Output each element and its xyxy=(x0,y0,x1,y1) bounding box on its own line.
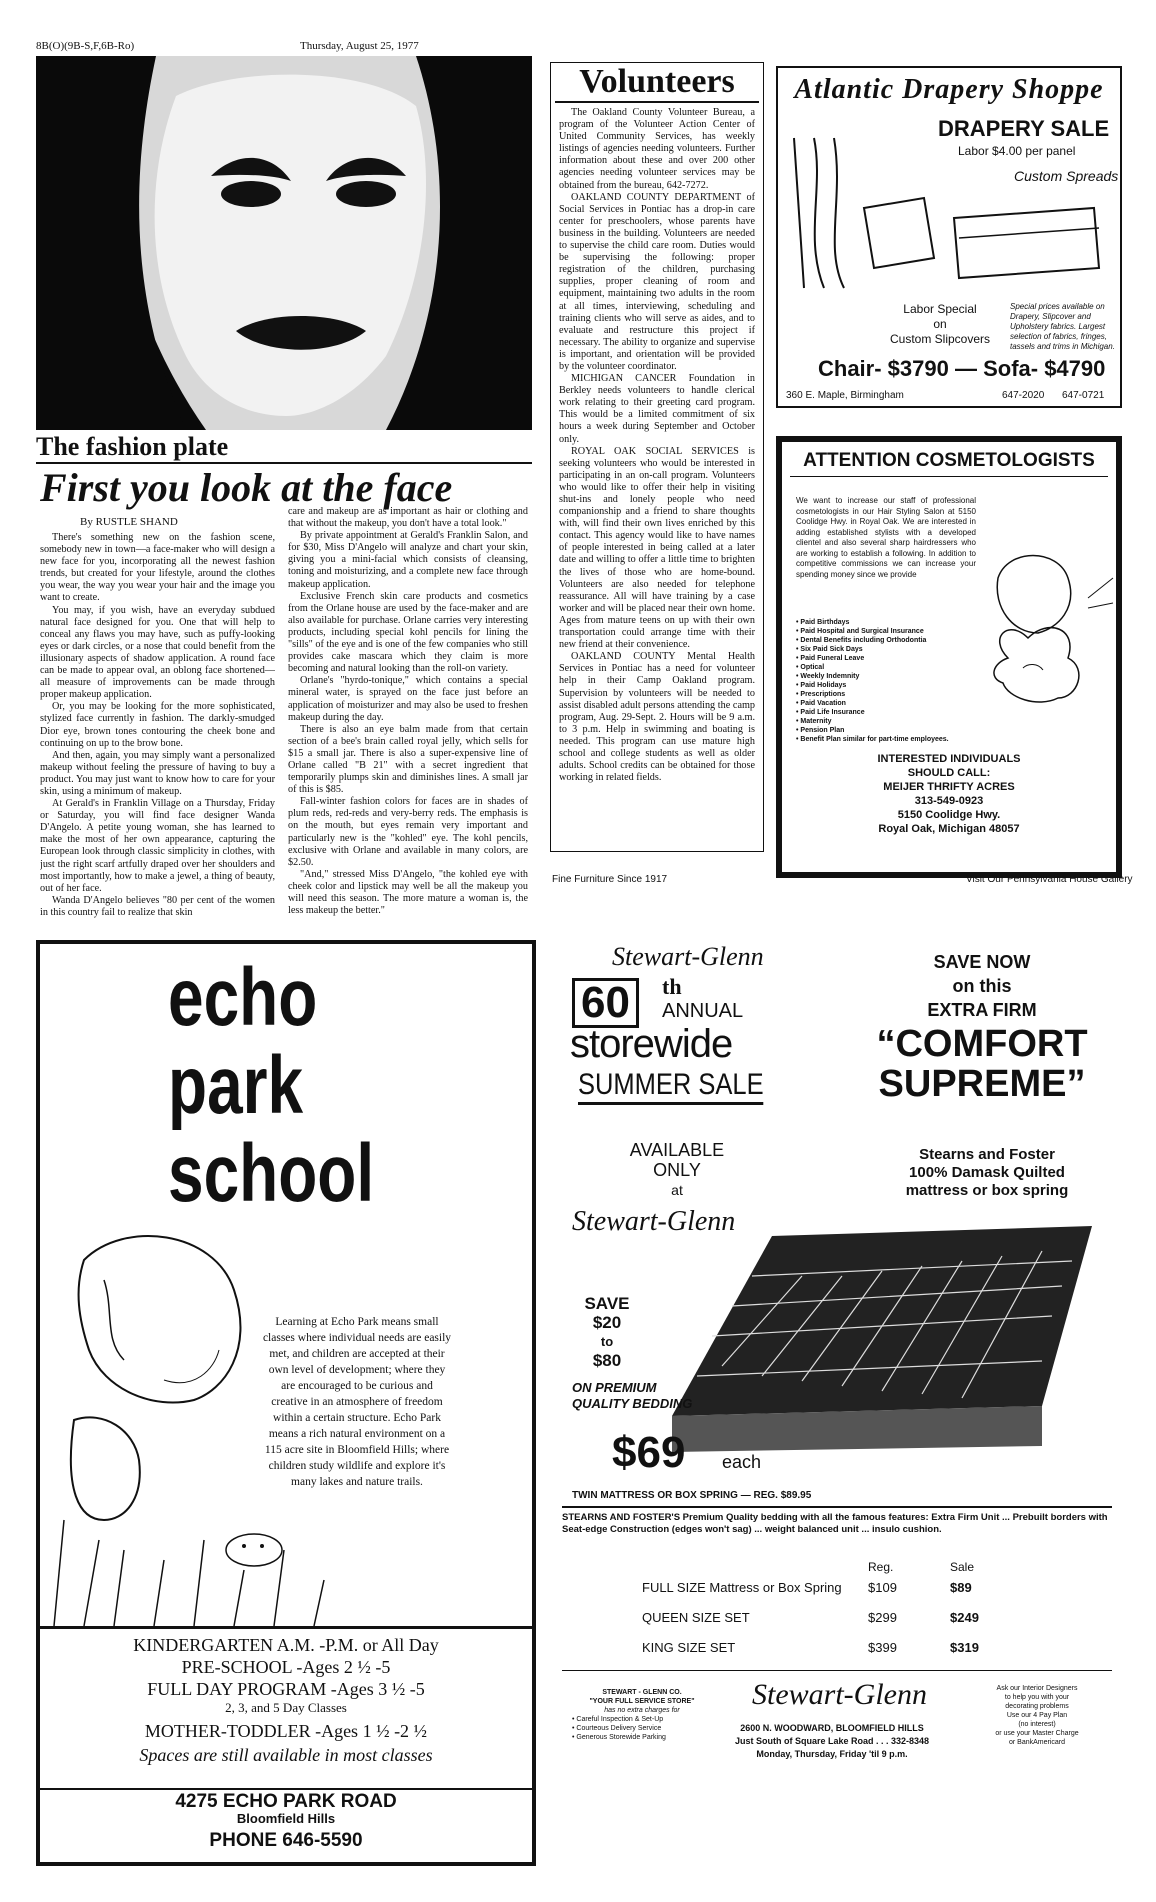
echo-phone: PHONE 646-5590 xyxy=(209,1830,363,1851)
benefit-item: • Paid Funeral Leave xyxy=(796,655,865,662)
volunteers-title: Volunteers xyxy=(579,63,735,100)
echo-divider xyxy=(40,1626,532,1629)
echo-description: Learning at Echo Park means small classes where individual needs are easily met, and children are accepted at their own level of development; where they are encouraged to be curious and creative in an atmosphere of freedom within a certain structure. Echo Park means a rich natural environment on a 115 acre site in Bloomfield Hills; where children study wildlife and explore it's many lakes and nature trails. xyxy=(262,1316,452,1488)
storewide-label: storewide xyxy=(570,1022,733,1066)
drapery-sofa-illustration xyxy=(784,128,1114,298)
drapery-sale: DRAPERY SALE xyxy=(938,116,1110,141)
stewart-script-logo-2: Stewart-Glenn xyxy=(572,1206,736,1237)
table-row-sale: $319 xyxy=(950,1640,979,1655)
drapery-slipcover-special: Labor Special on Custom Slipcovers xyxy=(889,302,991,346)
fashion-column-1: There's something new on the fashion scene, somebody new in town—a face-maker who will design a new face for you, incorporating all the newest fashion trends, but created for your lifestyle, around the clothes you wear, the way you wear your hair and the image you want to create. You may, if you wish, have an everyday subdued natural face designed for you. One that will help to conceal any flaws you may have, such as puffy-looking eyes or dark circles, or a nose that could benefit from the illusionary aspects of shadow application. A round face can be made to appear oval, an oblong face shortened—all measure of improvements can be made through proper makeup application. Or, you may be looking for the more sophisticated, stylized face currently in fashion. The darkly-smudged Dior eye, brown tones contouring the cheek bone and continuing on up to the brow bone. And then, again, you may simply want a personalized makeup without feeling the pressure of having to buy a product. You may just want to know how to care for your skin, using a minimum of makeup. At Gerald's in Franklin Village on a Thursday, Friday or Saturday, you will find face designer Wanda D'Angelo. A petite young woman, she has learned to make the most of her own appearance, capturing the European look through classic simplicity in clothes, with just the right scarf artfully draped over her shoulders and most importantly, how to make a jewel, a thing of beauty, out of her face. Wanda D'Angelo believes "80 per cent of the women in this country fail to realize that skin xyxy=(40,532,275,918)
save-range: SAVE $20 to $80 xyxy=(584,1294,630,1370)
drapery-phone-1: 647-2020 xyxy=(1002,390,1045,401)
program-day-classes: 2, 3, and 5 Day Classes xyxy=(225,1700,347,1715)
echo-spaces: Spaces are still available in most classes xyxy=(139,1745,433,1765)
fashion-column-2: care and makeup are as important as hair or clothing and that without the makeup, you don't have a total look." By private appointment at Gerald's Franklin Salon, and for $30, Miss D'Angelo will analyze and chart your skin, giving you a mini-facial which consists of cleansing, toning and moisturizing, and a complete new face through makeup application. Exclusive French skin care products and cosmetics from the Orlane house are used by the face-maker and are also available for purchase. Orlane carries very interesting products, including special kohl pencils for lining the "sills" of the eye and is one of the few companies who still provides cake mascara which they claim is more becoming and natural looking than the roll-on variety. Orlane's "hyrdo-tonique," which contains a special mineral water, is sprayed on the face just before an application of moisturizer and may also be used to freshen makeup during the day. There is also an eye balm made from that certain section of a bee's brain called royal jelly, which sells for $15 a small jar. There is also a super-expensive line of Orlane called "B 21" with a secret ingredient that temporarily plumps skin and diminishes lines. A small jar of this is $85. Fall-winter fashion colors for faces are in shades of plum reds, red-reds and very-berry reds. The emphasis is on the mouth, but eyes remain very important and particularly new is the "kohled" eye. The kohl pencils, exclusive with Orlane and available in many colors, are $2.50. "And," stressed Miss D'Angelo, "the kohled eye with cheek color and lipstick may well be all the makeup you will need this season. The more mature a woman is, the less makeup the better." xyxy=(288,506,528,917)
drapery-prices: Chair- $3790 — Sofa- $4790 xyxy=(818,356,1106,381)
sale-header: Sale xyxy=(950,1560,975,1574)
benefit-item: • Paid Birthdays xyxy=(796,619,850,626)
table-row-reg: $109 xyxy=(868,1580,897,1595)
annual-label: ANNUAL xyxy=(662,1000,744,1022)
benefits-list xyxy=(796,618,949,744)
benefit-item: • Dental Benefits including Orthodontia xyxy=(796,637,927,644)
benefit-item: • Pension Plan xyxy=(796,727,845,734)
drapery-ad xyxy=(776,66,1122,408)
table-row-sale: $249 xyxy=(950,1610,979,1625)
fashion-byline: By RUSTLE SHAND xyxy=(80,516,178,528)
benefit-item: • Maternity xyxy=(796,718,832,725)
stewart-glenn-ad xyxy=(552,940,1124,1870)
echo-city: Bloomfield Hills xyxy=(236,1811,336,1826)
stewart-divider-2 xyxy=(562,1670,1112,1671)
table-row-sale: $89 xyxy=(950,1580,972,1595)
page-date: Thursday, August 25, 1977 xyxy=(300,40,419,52)
fashion-kicker: The fashion plate xyxy=(36,432,229,461)
cosmetology-contact: INTERESTED INDIVIDUALS SHOULD CALL: MEIJER THRIFTY ACRES 313-549-0923 5150 Coolidge Hwy. Royal Oak, Michigan 48057 xyxy=(877,753,1021,835)
save-now-heading: SAVE NOW on this EXTRA FIRM xyxy=(927,952,1037,1020)
volunteers-body: The Oakland County Volunteer Bureau, a program of the Volunteer Action Center of United Community Services, has weekly listings of agencies needing volunteers. Further information about these and over 200 other agencies needing volunteer services may be obtained from the bureau, 642-7272. OAKLAND COUNTY DEPARTMENT of Social Services in Pontiac has a drop-in care center for preschoolers, whose parents have business in the building. Volunteers are needed to supervise the child care room. Duties would be supervising the following: proper registration of the children, purchasing supplies, proper cleaning of room and equipment, maintaining two adults in the room at all times, interviewing, scheduling and training clients who will serve as aides, and to evaluate and restructure this project if necessary. The ability to organize and supervise is important, and orientation will be provided by the volunteer coordinator. MICHIGAN CANCER Foundation in Berkley needs volunteers to handle clerical work relating to their greeting card program. This would be a limited commitment of six hours a week during September and October only. ROYAL OAK SOCIAL SERVICES is seeking volunteers who would be interested in participating in an on-call program. Volunteers who would like to offer their help in visiting shut-ins and lonely people who need companionship and a friend to share thoughts with, will find their own lives enriched by this contact. This agency would like to have names of people interested in being called at a later date and willing to offer a little time to brighten the lives of those who are home-bound. Volunteers are also needed for telephone reassurance. All will have training by a case worker and will be placed near their own home. Ages from mature teens on up with their own transportation could arrange time with their new friend at their convenience. OAKLAND COUNTY Mental Health Services in Pontiac has a need for volunteer help in their Camp Oakland program. Supervision by volunteers will be needed to assist disabled adult persons attending the camp program, Aug. 29-Sept. 2. Hours will be 9 a.m. to 3 p.m. Help in swimming and boating is needed. This program can use mature high school and college students as well as older adults. School credits can be obtained for those working in related fields. xyxy=(559,107,755,784)
gallery-tagline: Visit Our Pennsylvania House Gallery xyxy=(966,874,1133,885)
stewart-script-logo-3: Stewart-Glenn xyxy=(752,1678,927,1711)
stewart-script-logo: Stewart-Glenn xyxy=(612,942,764,971)
table-row-name: KING SIZE SET xyxy=(642,1640,736,1655)
echo-park-ad xyxy=(36,940,536,1866)
cosmetology-title: ATTENTION COSMETOLOGISTS xyxy=(803,450,1095,471)
program-kindergarten: KINDERGARTEN A.M. -P.M. or All Day xyxy=(133,1635,439,1655)
echo-title-1: echo xyxy=(168,952,318,1043)
premium-quality: ON PREMIUM QUALITY BEDDING xyxy=(572,1380,693,1411)
stewart-divider xyxy=(562,1506,1112,1508)
volunteers-box xyxy=(550,62,764,852)
program-mother-toddler: MOTHER-TODDLER -Ages 1 ½ -2 ½ xyxy=(144,1721,428,1741)
anniversary-number: 60 xyxy=(572,978,639,1028)
benefit-item: • Prescriptions xyxy=(796,691,846,698)
program-full-day: FULL DAY PROGRAM -Ages 3 ½ -5 xyxy=(147,1679,425,1699)
furniture-tagline: Fine Furniture Since 1917 xyxy=(552,874,668,885)
face-illustration xyxy=(36,56,532,430)
benefit-item: • Optical xyxy=(796,664,825,671)
stewart-footer-left: STEWART - GLENN CO. "YOUR FULL SERVICE STORE" has no extra charges for • Careful Inspection & Set-Up • Courteous Delivery Service • Generous Storewide Parking xyxy=(572,1689,695,1741)
table-row-reg: $399 xyxy=(868,1640,897,1655)
echo-title-2: park xyxy=(168,1040,304,1131)
fashion-headline: First you look at the face xyxy=(40,465,453,510)
program-preschool: PRE-SCHOOL -Ages 2 ½ -5 xyxy=(181,1657,391,1677)
price-each: each xyxy=(722,1452,762,1472)
stewart-footer-right: Ask our Interior Designers to help you with your decorating problems Use our 4 Pay Plan (no interest) or use your Master Charge or BankAmericard xyxy=(995,1685,1079,1746)
benefit-item: • Paid Vacation xyxy=(796,700,846,707)
drapery-custom-spreads: Custom Spreads xyxy=(1014,168,1119,184)
available-only-at: AVAILABLE ONLY at xyxy=(629,1140,725,1198)
drapery-labor: Labor $4.00 per panel xyxy=(958,144,1076,158)
benefit-item: • Weekly Indemnity xyxy=(796,673,860,680)
cosmetology-ad xyxy=(776,436,1122,878)
drapery-fineprint: Special prices available on Drapery, Slipcover and Upholstery fabrics. Largest selection of fabrics, fringes, tassels and trims in Michigan. xyxy=(1010,302,1115,351)
twin-reg-price: TWIN MATTRESS OR BOX SPRING — REG. $89.95 xyxy=(572,1490,812,1501)
mattress-illustration xyxy=(612,1216,1112,1456)
fashion-photo xyxy=(36,56,532,430)
hairstyle-illustration xyxy=(968,538,1118,738)
sale-price: $69 xyxy=(612,1428,686,1477)
drapery-address: 360 E. Maple, Birmingham xyxy=(786,390,904,401)
echo-address: 4275 ECHO PARK ROAD xyxy=(175,1791,397,1812)
echo-title-3: school xyxy=(168,1128,375,1219)
benefit-item: • Six Paid Sick Days xyxy=(796,646,863,653)
table-row-name: QUEEN SIZE SET xyxy=(642,1610,750,1625)
benefit-item: • Paid Life Insurance xyxy=(796,709,865,716)
drapery-phone-2: 647-0721 xyxy=(1062,390,1105,401)
summer-sale-label: SUMMER SALE xyxy=(578,1068,764,1105)
page-slug: 8B(O)(9B-S,F,6B-Ro) xyxy=(36,40,135,52)
cosmetology-intro: We want to increase our staff of professional cosmetologists in our Hair Styling Salon at 5150 Coolidge Hwy. in Royal Oak. We are interested in adding established stylists with a developed clientel and also several sharp hairdressers who are working to establish a following. In addition to competitive commissions we can increase your spending money since we provide xyxy=(796,496,976,579)
anniversary-suffix: th xyxy=(662,974,682,999)
benefit-item: • Benefit Plan similar for part-time employees. xyxy=(796,736,949,743)
echo-programs xyxy=(40,1634,532,1766)
echo-divider-2 xyxy=(40,1788,532,1790)
stearns-features: STEARNS AND FOSTER'S Premium Quality bedding with all the famous features: Extra Firm Unit ... Prebuilt borders with Seat-edge Construction (edges won't sag) ... weight balanced unit ... insulo cushion. xyxy=(562,1512,1108,1535)
comfort-supreme-title: “COMFORT SUPREME” xyxy=(876,1023,1088,1105)
stewart-store-address: 2600 N. WOODWARD, BLOOMFIELD HILLS Just South of Square Lake Road . . . 332-8348 Monday, Thursday, Friday 'til 9 p.m. xyxy=(734,1723,930,1759)
reg-header: Reg. xyxy=(868,1560,894,1574)
benefit-item: • Paid Holidays xyxy=(796,682,847,689)
benefit-item: • Paid Hospital and Surgical Insurance xyxy=(796,628,924,635)
table-row-reg: $299 xyxy=(868,1610,897,1625)
drapery-shop-name: Atlantic Drapery Shoppe xyxy=(794,74,1104,105)
stearns-foster-desc: Stearns and Foster 100% Damask Quilted mattress or box spring xyxy=(905,1146,1069,1199)
table-row-name: FULL SIZE Mattress or Box Spring xyxy=(642,1580,842,1595)
cosmetology-rule xyxy=(790,476,1108,477)
